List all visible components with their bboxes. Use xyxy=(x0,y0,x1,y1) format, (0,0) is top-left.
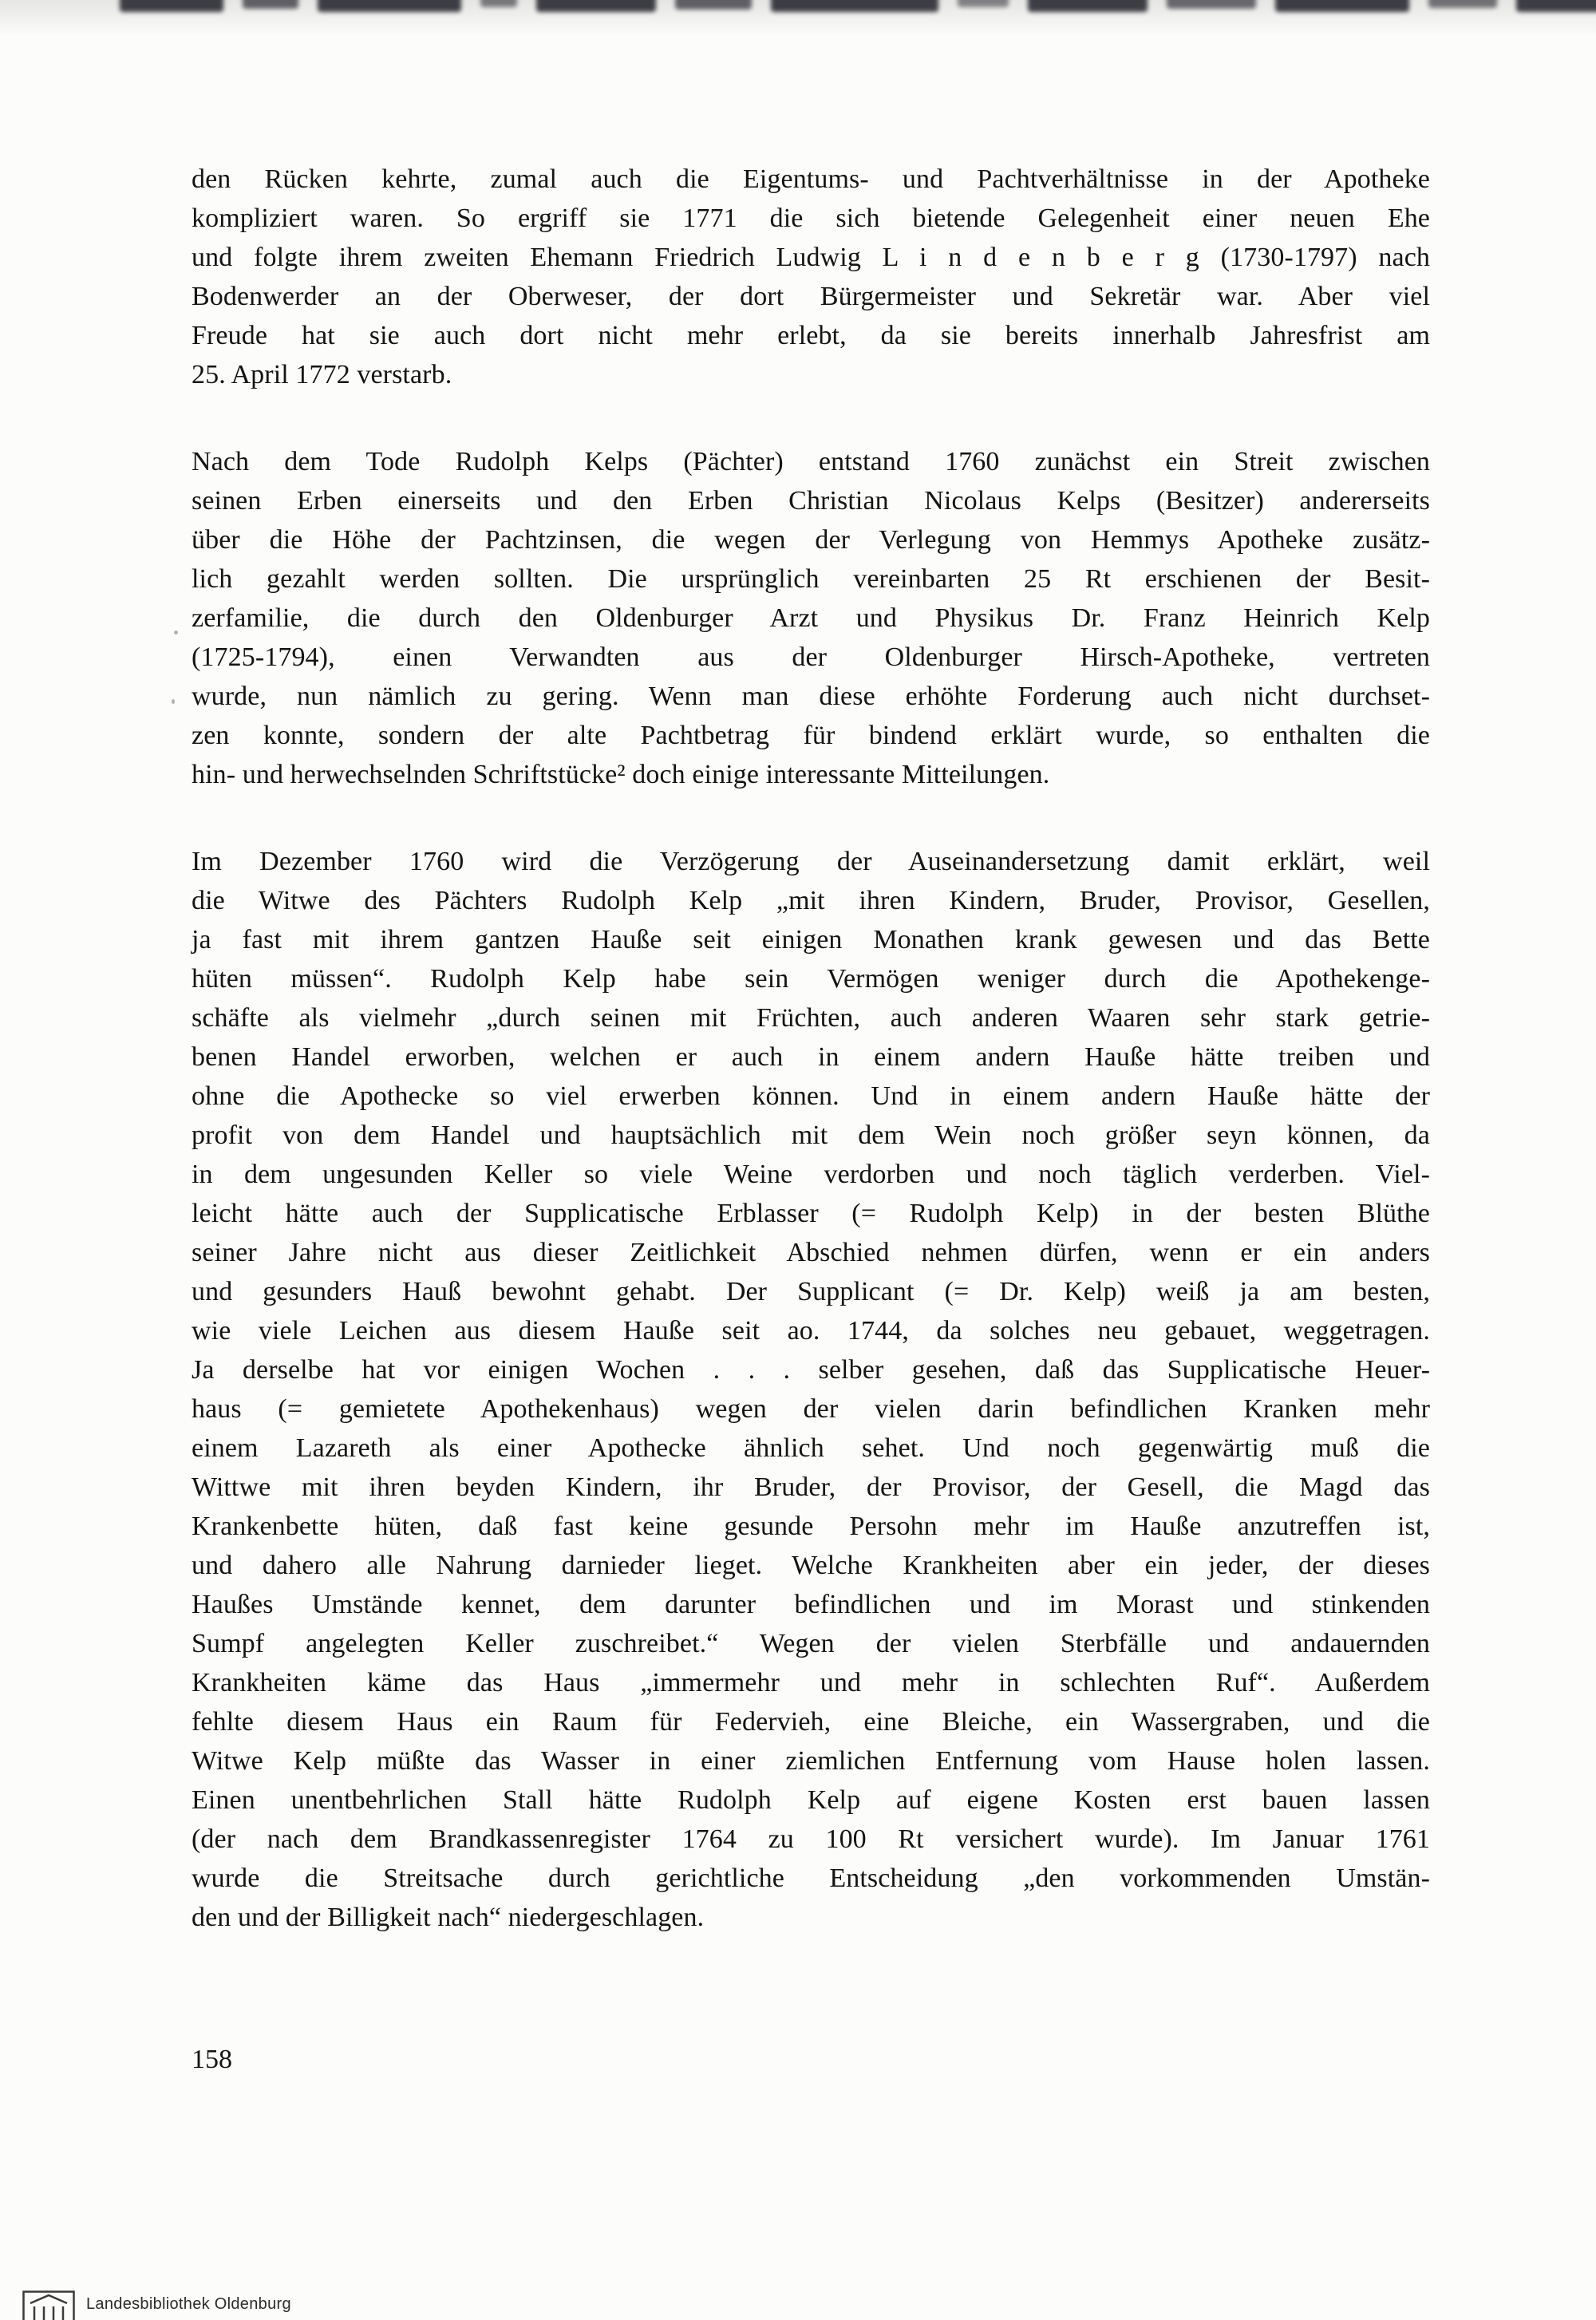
paragraph xyxy=(192,842,1430,1937)
body-text xyxy=(192,160,1430,1937)
text-line: Haußes Umstände kennet, dem darunter befindlichen und im Morast und stinkenden xyxy=(192,1590,1430,1619)
text-line: den und der Billigkeit nach“ niedergeschlagen. xyxy=(192,1903,705,1932)
text-line: wie viele Leichen aus diesem Hauße seit ao. 1744, da solches neu gebauet, weggetragen. xyxy=(192,1316,1430,1346)
text-line: zerfamilie, die durch den Oldenburger Arzt und Physikus Dr. Franz Heinrich Kelp xyxy=(192,603,1430,633)
paragraph xyxy=(192,160,1430,394)
text-line: ja fast mit ihrem gantzen Hauße seit einigen Monathen krank gewesen und das Bette xyxy=(192,925,1430,954)
scan-speck xyxy=(174,630,178,634)
scan-haze xyxy=(0,0,1596,37)
library-logo-icon xyxy=(22,2290,75,2320)
text-line: (1725-1794), einen Verwandten aus der Oldenburger Hirsch-Apotheke, vertreten xyxy=(192,642,1430,672)
text-line: (der nach dem Brandkassenregister 1764 zu 100 Rt versichert wurde). Im Januar 1761 xyxy=(192,1824,1430,1854)
text-line: einem Lazareth als einer Apothecke ähnlich sehet. Und noch gegenwärtig muß die xyxy=(192,1433,1430,1463)
text-line: ohne die Apothecke so viel erwerben können. Und in einem andern Hauße hätte der xyxy=(192,1081,1430,1111)
page-number: 158 xyxy=(192,2045,232,2074)
paragraph xyxy=(192,442,1430,794)
text-line: fehlte diesem Haus ein Raum für Federvieh, eine Bleiche, ein Wassergraben, und die xyxy=(192,1707,1430,1737)
text-line: über die Höhe der Pachtzinsen, die wegen der Verlegung von Hemmys Apotheke zusätz- xyxy=(192,525,1430,555)
library-stamp-label: Landesbibliothek Oldenburg xyxy=(86,2294,291,2313)
text-line: hin- und herwechselnden Schriftstücke² doch einige interessante Mitteilungen. xyxy=(192,760,1050,789)
text-line: und gesunders Hauß bewohnt gehabt. Der Supplicant (= Dr. Kelp) weiß ja am besten, xyxy=(192,1277,1430,1306)
text-line: und folgte ihrem zweiten Ehemann Friedrich Ludwig L i n d e n b e r g (1730-1797) nach xyxy=(192,243,1430,272)
scan-artifact-top xyxy=(120,0,1582,18)
text-line: Wittwe mit ihren beyden Kindern, ihr Bruder, der Provisor, der Gesell, die Magd das xyxy=(192,1472,1430,1502)
text-line: profit von dem Handel und hauptsächlich mit dem Wein noch größer seyn können, da xyxy=(192,1120,1430,1150)
library-stamp xyxy=(22,2290,291,2320)
text-line: in dem ungesunden Keller so viele Weine verdorben und noch täglich verderben. Viel- xyxy=(192,1160,1430,1189)
text-line: 25. April 1772 verstarb. xyxy=(192,360,452,389)
text-line: Witwe Kelp müßte das Wasser in einer ziemlichen Entfernung vom Hause holen lassen. xyxy=(192,1746,1430,1776)
text-line: kompliziert waren. So ergriff sie 1771 die sich bietende Gelegenheit einer neuen Ehe xyxy=(192,204,1430,233)
text-line: Im Dezember 1760 wird die Verzögerung der Auseinandersetzung damit erklärt, weil xyxy=(192,847,1430,876)
text-line: Sumpf angelegten Keller zuschreibet.“ Wegen der vielen Sterbfälle und andauernden xyxy=(192,1629,1430,1658)
text-line: benen Handel erworben, welchen er auch in einem andern Hauße hätte treiben und xyxy=(192,1042,1430,1072)
text-line: seinen Erben einerseits und den Erben Christian Nicolaus Kelps (Besitzer) andererseits xyxy=(192,486,1430,516)
text-line: Freude hat sie auch dort nicht mehr erlebt, da sie bereits innerhalb Jahresfrist am xyxy=(192,321,1430,350)
text-line: Krankheiten käme das Haus „immermehr und mehr in schlechten Ruf“. Außerdem xyxy=(192,1668,1430,1698)
text-line: den Rücken kehrte, zumal auch die Eigentums- und Pachtverhältnisse in der Apotheke xyxy=(192,164,1430,194)
text-line: wurde die Streitsache durch gerichtliche Entscheidung „den vorkommenden Umstän- xyxy=(192,1864,1430,1893)
text-line: Nach dem Tode Rudolph Kelps (Pächter) entstand 1760 zunächst ein Streit zwischen xyxy=(192,447,1430,476)
text-line: die Witwe des Pächters Rudolph Kelp „mit ihren Kindern, Bruder, Provisor, Gesellen, xyxy=(192,886,1430,915)
text-line: wurde, nun nämlich zu gering. Wenn man diese erhöhte Forderung auch nicht durchset- xyxy=(192,682,1430,711)
text-line: haus (= gemietete Apothekenhaus) wegen der vielen darin befindlichen Kranken mehr xyxy=(192,1394,1430,1424)
text-line: zen konnte, sondern der alte Pachtbetrag für bindend erklärt wurde, so enthalten die xyxy=(192,721,1430,750)
text-line: Einen unentbehrlichen Stall hätte Rudolph Kelp auf eigene Kosten erst bauen lassen xyxy=(192,1785,1430,1815)
text-line: Ja derselbe hat vor einigen Wochen . . . selber gesehen, daß das Supplicatische Heuer- xyxy=(192,1355,1430,1385)
text-line: und dahero alle Nahrung darnieder lieget. Welche Krankheiten aber ein jeder, der dieses xyxy=(192,1551,1430,1580)
text-line: Krankenbette hüten, daß fast keine gesunde Persohn mehr im Hauße anzutreffen ist, xyxy=(192,1512,1430,1541)
text-line: Bodenwerder an der Oberweser, der dort Bürgermeister und Sekretär war. Aber viel xyxy=(192,282,1430,311)
text-line: hüten müssen“. Rudolph Kelp habe sein Vermögen weniger durch die Apothekenge- xyxy=(192,964,1430,994)
text-line: seiner Jahre nicht aus dieser Zeitlichkeit Abschied nehmen dürfen, wenn er ein anders xyxy=(192,1238,1430,1267)
text-line: lich gezahlt werden sollten. Die ursprünglich vereinbarten 25 Rt erschienen der Besit- xyxy=(192,564,1430,594)
scan-speck xyxy=(172,699,175,704)
text-line: schäfte als vielmehr „durch seinen mit Früchten, auch anderen Waaren sehr stark getrie- xyxy=(192,1003,1430,1033)
text-line: leicht hätte auch der Supplicatische Erblasser (= Rudolph Kelp) in der besten Blüthe xyxy=(192,1199,1430,1228)
